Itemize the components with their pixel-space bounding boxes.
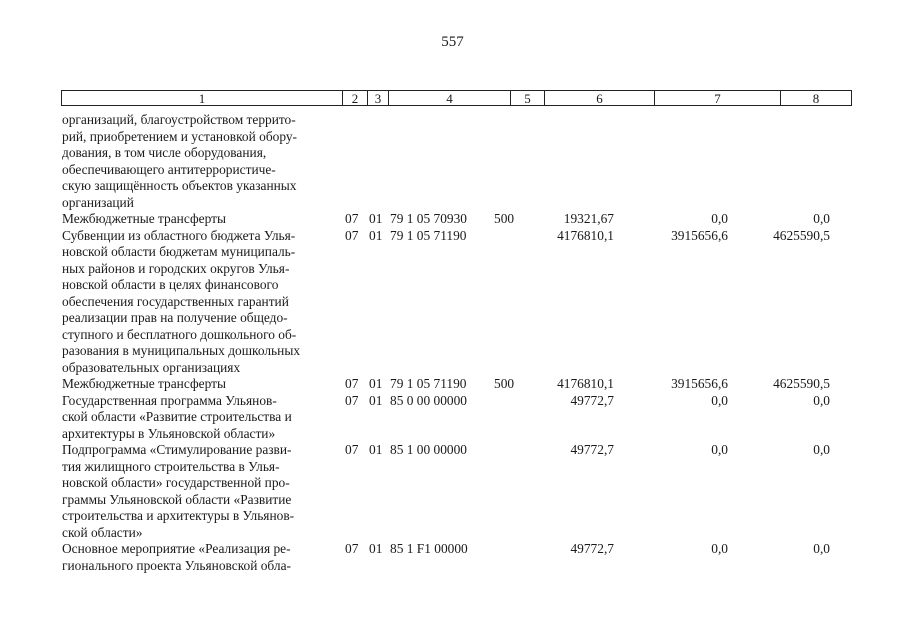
description-line: строительства и архитектуры в Ульянов-	[62, 508, 295, 523]
cell-c3: 01	[369, 442, 383, 457]
cell-c8: 4625590,5	[773, 227, 830, 243]
header-col-2: 2	[343, 91, 368, 105]
row-description	[62, 376, 335, 393]
description-line: новской области» государственной про-	[62, 475, 290, 490]
cell-c4: 79 1 05 71190	[390, 376, 467, 391]
description-line: обеспечивающего антитеррористиче-	[62, 161, 276, 177]
description-line: новской области в целях финансового	[62, 277, 279, 292]
cell-c8: 0,0	[813, 392, 830, 408]
cell-c7: 0,0	[711, 392, 728, 408]
cell-c4: 85 0 00 00000	[390, 392, 467, 408]
table-row	[62, 442, 852, 541]
description-line: Межбюджетные трансферты	[62, 376, 226, 391]
description-line: Основное мероприятие «Реализация ре-	[62, 541, 291, 556]
cell-c8: 4625590,5	[773, 376, 830, 391]
cell-c8: 0,0	[813, 541, 830, 556]
table-row	[62, 376, 852, 393]
description-line: обеспечения государственных гарантий	[62, 293, 289, 309]
table-row	[62, 228, 852, 377]
cell-c2: 07	[345, 211, 359, 226]
table-row	[62, 211, 852, 228]
cell-c4: 85 1 F1 00000	[390, 541, 468, 556]
cell-c8: 0,0	[813, 442, 830, 457]
description-line: образовательных организациях	[62, 359, 241, 375]
description-line: гионального проекта Ульяновской обла-	[62, 557, 291, 573]
table-body	[62, 112, 852, 574]
cell-c3: 01	[369, 376, 383, 391]
cell-c4: 79 1 05 70930	[390, 211, 467, 226]
table-row	[62, 541, 852, 574]
description-line: разования в муниципальных дошкольных	[62, 343, 301, 358]
cell-c6: 49772,7	[570, 442, 614, 457]
cell-c2: 07	[345, 392, 359, 408]
description-line: Государственная программа Ульянов-	[62, 392, 277, 408]
header-col-1: 1	[62, 91, 343, 105]
description-line: организаций, благоустройством террито-	[62, 112, 296, 127]
header-col-3: 3	[368, 91, 389, 105]
table-header-row	[61, 90, 852, 106]
cell-c4: 79 1 05 71190	[390, 227, 467, 243]
description-line: скую защищённость объектов указанных	[62, 178, 297, 193]
description-line: тия жилищного строительства в Улья-	[62, 458, 280, 474]
description-line: рий, приобретением и установкой обору-	[62, 128, 297, 144]
description-line: дования, в том числе оборудования,	[62, 145, 267, 160]
cell-c6: 49772,7	[570, 392, 614, 408]
description-line: ской области»	[62, 524, 143, 540]
description-line: Межбюджетные трансферты	[62, 211, 226, 226]
header-col-6: 6	[545, 91, 655, 105]
cell-c6: 4176810,1	[557, 227, 614, 243]
table-row	[62, 112, 852, 211]
description-line: реализации прав на получение общедо-	[62, 310, 288, 325]
header-col-5: 5	[511, 91, 545, 105]
cell-c7: 0,0	[711, 442, 728, 457]
row-description	[62, 228, 335, 377]
cell-c5: 500	[494, 376, 515, 391]
cell-c5: 500	[494, 211, 515, 226]
cell-c6: 4176810,1	[557, 376, 614, 391]
header-col-4: 4	[389, 91, 511, 105]
row-description	[62, 541, 335, 574]
cell-c3: 01	[369, 211, 383, 226]
cell-c2: 07	[345, 376, 359, 391]
description-line: Подпрограмма «Стимулирование разви-	[62, 442, 292, 457]
description-line: ных районов и городских округов Улья-	[62, 260, 290, 276]
table-row	[62, 393, 852, 443]
row-description	[62, 442, 335, 541]
cell-c6: 49772,7	[570, 541, 614, 556]
cell-c7: 0,0	[711, 541, 728, 556]
cell-c6: 19321,67	[563, 211, 614, 226]
cell-c2: 07	[345, 227, 359, 243]
description-line: Субвенции из областного бюджета Улья-	[62, 227, 296, 243]
description-line: ской области «Развитие строительства и	[62, 409, 292, 424]
cell-c2: 07	[345, 541, 359, 556]
page-number: 557	[441, 34, 464, 50]
description-line: ступного и бесплатного дошкольного об-	[62, 326, 297, 342]
cell-c4: 85 1 00 00000	[390, 442, 467, 457]
cell-c8: 0,0	[813, 211, 830, 226]
cell-c3: 01	[369, 392, 383, 408]
row-description	[62, 393, 335, 443]
cell-c7: 3915656,6	[671, 376, 728, 391]
cell-c3: 01	[369, 541, 383, 556]
cell-c3: 01	[369, 227, 383, 243]
row-description	[62, 112, 335, 211]
row-description	[62, 211, 335, 228]
description-line: архитектуры в Ульяновской области»	[62, 425, 276, 441]
description-line: граммы Ульяновской области «Развитие	[62, 491, 292, 507]
header-col-8: 8	[812, 91, 820, 106]
cell-c7: 3915656,6	[671, 227, 728, 243]
description-line: организаций	[62, 194, 134, 210]
cell-c2: 07	[345, 442, 359, 457]
description-line: новской области бюджетам муниципаль-	[62, 244, 296, 259]
header-col-7: 7	[655, 91, 781, 105]
cell-c7: 0,0	[711, 211, 728, 226]
